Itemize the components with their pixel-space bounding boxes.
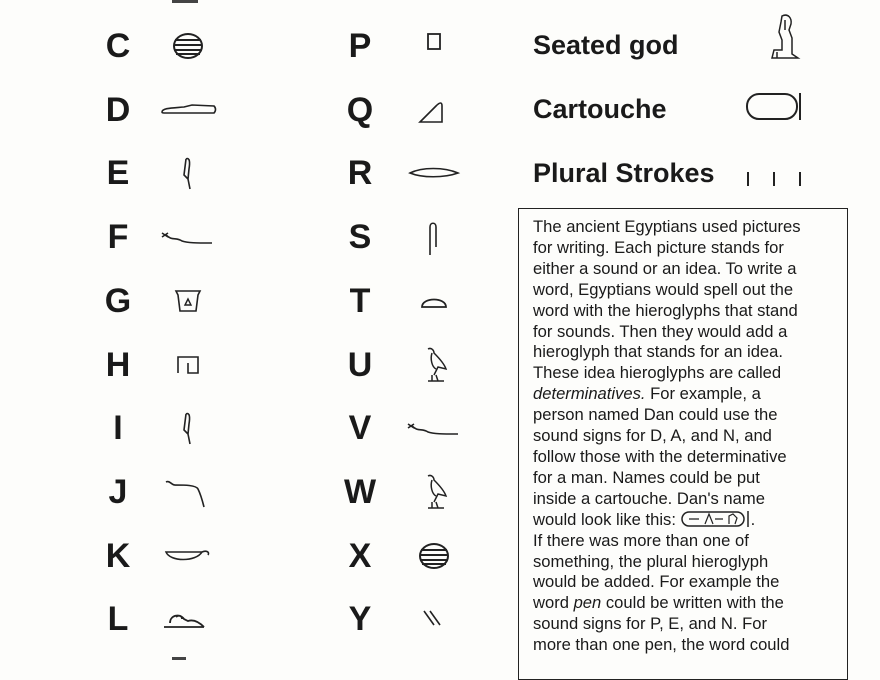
letter-label: V (348, 409, 372, 448)
seated-god-icon (768, 12, 802, 62)
paragraph-line: would be added. For example the (533, 572, 780, 592)
heading-plural-strokes: Plural Strokes (533, 158, 715, 188)
folded-cloth-icon (402, 215, 466, 259)
heading-seated-god: Seated god (533, 30, 679, 60)
text: would look like this: (533, 509, 681, 529)
text: could be written with the (601, 593, 784, 613)
paragraph-line: These idea hieroglyphs are called (533, 363, 782, 383)
paragraph-line: word, Egyptians would spell out the (533, 279, 794, 299)
letter-label: E (106, 154, 130, 193)
paragraph-line: for sounds. Then they would add a (533, 321, 788, 341)
letter-label: T (349, 281, 371, 320)
dan-cartouche-icon (681, 510, 751, 528)
basket-icon (156, 534, 220, 578)
paragraph-line: hieroglyph that stands for an idea. (533, 342, 783, 362)
text: . (750, 509, 756, 529)
letter-label: R (347, 154, 373, 193)
letter-label: U (347, 345, 373, 384)
quail-chick-icon (402, 343, 466, 387)
plural-strokes-icon (742, 168, 806, 190)
letter-label: Y (348, 600, 372, 639)
term-pen: pen (573, 593, 602, 613)
letter-label: X (348, 536, 372, 575)
paragraph-line: either a sound or an idea. To write a (533, 258, 797, 278)
letter-label: F (107, 218, 129, 257)
paragraph-line: for a man. Names could be put (533, 467, 760, 487)
mouth-icon (402, 151, 466, 195)
striped-disk-icon (156, 24, 220, 68)
horned-viper-icon (402, 406, 466, 450)
paragraph-line: something, the plural hieroglyph (533, 551, 769, 571)
paragraph-line: more than one pen, the word could (533, 635, 790, 655)
cobra-icon (156, 470, 220, 514)
reed-leaf-icon (156, 151, 220, 195)
explanation-text (533, 217, 843, 656)
hill-slope-icon (402, 88, 466, 132)
reed-leaf-icon (156, 406, 220, 450)
cropped-glyph-top (172, 0, 198, 3)
letter-label: Q (346, 90, 374, 129)
letter-label: K (105, 536, 131, 575)
text: For example, a (645, 384, 761, 404)
jar-stand-icon (156, 279, 220, 323)
paragraph-line: word with the hieroglyphs that stand (533, 300, 798, 320)
striped-disk-icon (402, 534, 466, 578)
bread-loaf-icon (402, 279, 466, 323)
letter-label: P (348, 27, 372, 65)
lion-icon (156, 597, 220, 641)
letter-label: S (348, 218, 372, 257)
hand-icon (156, 88, 220, 132)
horned-viper-icon (156, 215, 220, 259)
letter-label: D (105, 90, 131, 129)
paragraph-line: sound signs for D, A, and N, and (533, 426, 772, 446)
stool-icon (402, 24, 466, 68)
paragraph-line: If there was more than one of (533, 530, 749, 550)
paragraph-line: follow those with the determinative (533, 446, 787, 466)
paragraph-line: for writing. Each picture stands for (533, 237, 784, 257)
term-determinatives: determinatives. (533, 384, 646, 404)
paragraph-line: inside a cartouche. Dan's name (533, 488, 765, 508)
letter-label: C (105, 27, 131, 65)
paragraph-line: person named Dan could use the (533, 405, 778, 425)
courtyard-icon (156, 343, 220, 387)
letter-label: L (107, 600, 129, 639)
letter-label: I (113, 409, 123, 448)
paragraph-line (533, 510, 843, 531)
heading-cartouche: Cartouche (533, 94, 667, 124)
text: word (533, 593, 574, 613)
explanation-box (518, 208, 848, 680)
paragraph-line: sound signs for P, E, and N. For (533, 614, 767, 634)
letter-label: H (105, 345, 131, 384)
paragraph-line (533, 593, 843, 614)
quail-chick-icon (402, 470, 466, 514)
cartouche-icon (744, 90, 804, 124)
double-strokes-icon (402, 597, 466, 641)
paragraph-line (533, 384, 843, 405)
letter-label: G (104, 281, 132, 320)
letter-label: J (108, 472, 128, 511)
letter-label: W (343, 472, 377, 511)
paragraph-line: The ancient Egyptians used pictures (533, 217, 801, 236)
